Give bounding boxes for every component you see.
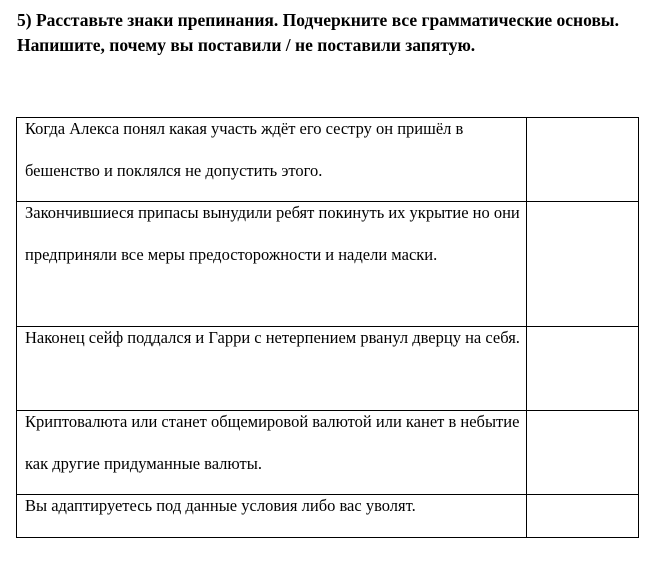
answer-cell[interactable] bbox=[527, 327, 639, 411]
sentence-text: Криптовалюта или станет общемировой валютой или канет в небытие как другие придуманные валюты. bbox=[25, 412, 520, 473]
sentence-text: Наконец сейф поддался и Гарри с нетерпением рванул дверцу на себя. bbox=[25, 328, 520, 347]
table-row bbox=[17, 202, 639, 327]
sentence-text: Когда Алекса понял какая участь ждёт его сестру он пришёл в бешенство и поклялся не допустить этого. bbox=[25, 119, 464, 180]
answer-cell[interactable] bbox=[527, 118, 639, 202]
table-row bbox=[17, 327, 639, 411]
answer-cell[interactable] bbox=[527, 411, 639, 495]
sentence-cell bbox=[17, 202, 527, 327]
sentence-cell bbox=[17, 495, 527, 538]
sentence-cell bbox=[17, 411, 527, 495]
answer-cell[interactable] bbox=[527, 202, 639, 327]
table-row bbox=[17, 495, 639, 538]
table-row bbox=[17, 411, 639, 495]
table-row bbox=[17, 118, 639, 202]
sentence-text: Вы адаптируетесь под данные условия либо вас уволят. bbox=[25, 496, 416, 515]
sentence-cell bbox=[17, 327, 527, 411]
answer-cell[interactable] bbox=[527, 495, 639, 538]
sentence-text: Закончившиеся припасы вынудили ребят покинуть их укрытие но они предприняли все меры предосторожности и надели маски. bbox=[25, 203, 520, 264]
task-heading: 5) Расставьте знаки препинания. Подчеркните все грамматические основы. Напишите, почему вы поставили / не поставили запятую. bbox=[17, 10, 619, 55]
exercise-table bbox=[16, 117, 639, 538]
sentence-cell bbox=[17, 118, 527, 202]
